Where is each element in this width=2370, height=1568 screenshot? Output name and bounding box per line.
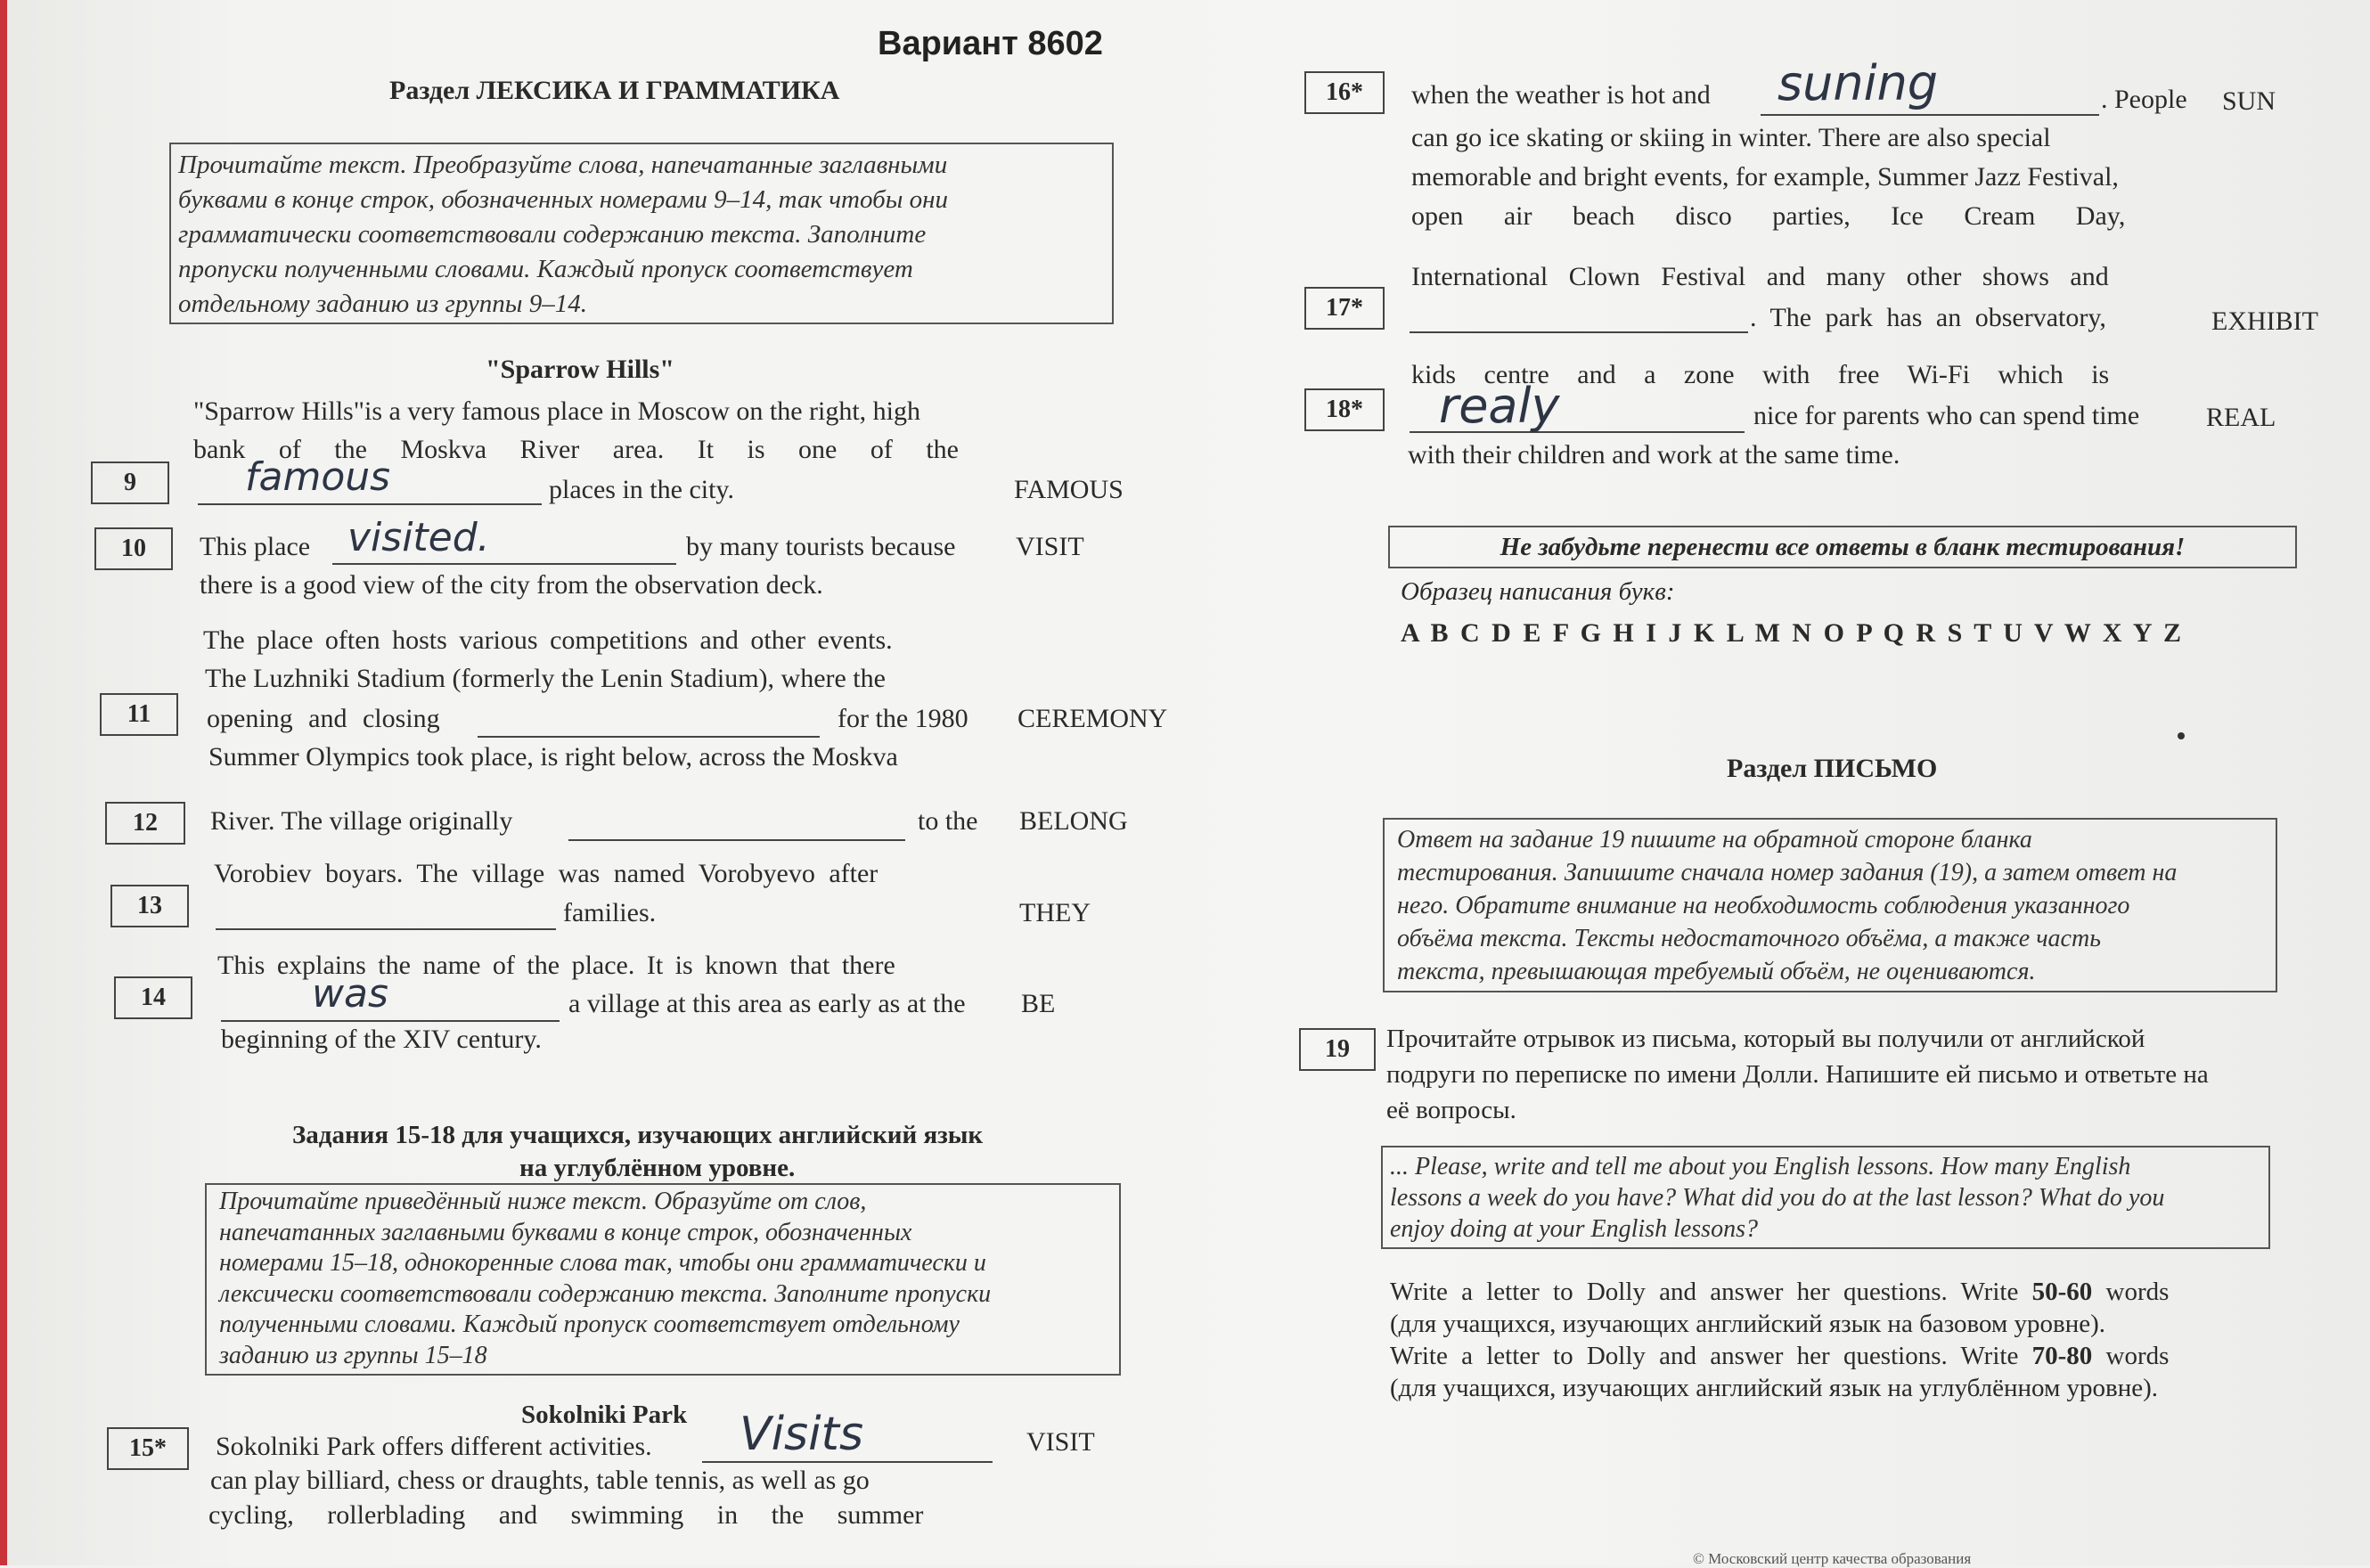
instruction-line: объёма текста. Тексты недостаточного объёма, а также часть: [1397, 925, 2101, 952]
text-line: bank of the Moskva River area. It is one of the: [193, 435, 959, 464]
instruction-line: отдельному заданию из группы 9–14.: [178, 290, 587, 318]
text-title-sparrow-hills: "Sparrow Hills": [486, 355, 674, 384]
answer-blank-12[interactable]: [568, 837, 905, 841]
reminder-text: Не забудьте перенести все ответы в бланк тестирования!: [1500, 532, 2186, 561]
keyword-16: SUN: [2222, 86, 2276, 116]
handwritten-answer-18: realy: [1439, 378, 1560, 434]
text-line: can go ice skating or skiing in winter. There are also special: [1411, 123, 2051, 152]
text-line: opening and closing: [207, 704, 440, 733]
variant-title: Вариант 8602: [878, 25, 1103, 62]
text-line: nice for parents who can spend time: [1753, 401, 2140, 430]
task-number-9: 9: [91, 461, 169, 504]
word-count-advanced: 70-80: [2031, 1342, 2093, 1370]
task-19-line: подруги по переписке по имени Долли. Напишите ей письмо и ответьте на: [1386, 1060, 2209, 1089]
section-lexis-heading: Раздел ЛЕКСИКА И ГРАММАТИКА: [389, 76, 840, 105]
text-line: places in the city.: [549, 475, 734, 504]
text-line: by many tourists because: [686, 532, 956, 561]
advanced-tasks-heading: на углублённом уровне.: [519, 1154, 796, 1182]
ink-dot: [2178, 732, 2185, 739]
task-number-16: 16*: [1304, 71, 1385, 114]
write-instruction-advanced: Write a letter to Dolly and answer her questions. Write: [1390, 1342, 2019, 1370]
letter-line: lessons a week do you have? What did you do at the last lesson? What do you: [1390, 1184, 2165, 1212]
task-19-text: [1386, 1021, 2209, 1128]
write-words-label: words: [2105, 1342, 2170, 1370]
task-number-10: 10: [94, 527, 173, 570]
text-line: Vorobiev boyars. The village was named Vorobyevo after: [214, 859, 879, 888]
keyword-14: BE: [1021, 989, 1056, 1018]
instruction-line: лексически соответствовали содержанию текста. Заполните пропуски: [219, 1279, 992, 1308]
letter-sample-label: Образец написания букв:: [1401, 577, 1675, 606]
text-line: for the 1980: [838, 704, 968, 733]
background-edge: [0, 0, 7, 1565]
instruction-box-15-18: [205, 1183, 1121, 1376]
keyword-15: VISIT: [1026, 1427, 1095, 1457]
instruction-line: номерами 15–18, однокоренные слова так, чтобы они грамматически и: [219, 1249, 986, 1277]
task-number-14: 14: [114, 976, 192, 1019]
answer-blank-9[interactable]: [198, 502, 542, 505]
text-title-sokolniki-park: Sokolniki Park: [521, 1401, 688, 1429]
text-line: This place: [200, 532, 311, 561]
answer-blank-14[interactable]: [221, 1018, 560, 1022]
write-instruction-base: Write a letter to Dolly and answer her questions. Write: [1390, 1278, 2019, 1306]
keyword-12: BELONG: [1019, 806, 1128, 836]
text-line: The place often hosts various competitions and other events.: [203, 625, 893, 655]
writing-task-requirements: [1390, 1276, 2169, 1404]
handwritten-answer-14: was: [312, 971, 388, 1017]
text-line: cycling, rollerblading and swimming in the summer: [208, 1500, 924, 1530]
instruction-line: грамматически соответствовали содержанию текста. Заполните: [178, 220, 927, 249]
text-line: beginning of the XIV century.: [221, 1025, 542, 1054]
write-level-base: (для учащихся, изучающих английский язык на базовом уровне).: [1390, 1310, 2106, 1338]
keyword-13: THEY: [1019, 898, 1091, 927]
answer-blank-16[interactable]: [1761, 112, 2099, 116]
reminder-box: [1388, 526, 2297, 568]
task-number-19: 19: [1299, 1028, 1376, 1071]
keyword-10: VISIT: [1016, 532, 1084, 561]
handwritten-answer-9: famous: [245, 454, 391, 500]
task-19-line: её вопросы.: [1386, 1096, 1516, 1124]
handwritten-answer-10: visited.: [347, 515, 490, 560]
instruction-line: Прочитайте текст. Преобразуйте слова, напечатанные заглавными: [178, 151, 948, 179]
text-line: with their children and work at the same time.: [1408, 440, 1900, 470]
text-line: . People: [2101, 85, 2187, 114]
instruction-line: него. Обратите внимание на необходимость соблюдения указанного: [1397, 892, 2130, 919]
instruction-line: пропуски полученными словами. Каждый пропуск соответствует: [178, 255, 913, 283]
text-line: "Sparrow Hills"is a very famous place in Moscow on the right, high: [193, 396, 921, 426]
text-line: . The park has an observatory,: [1750, 303, 2106, 332]
text-line: This explains the name of the place. It is known that there: [217, 951, 895, 980]
text-line: memorable and bright events, for example, Summer Jazz Festival,: [1411, 162, 2119, 192]
text-line: Sokolniki Park offers different activities.: [216, 1432, 652, 1461]
text-line: when the weather is hot and: [1411, 80, 1711, 110]
text-line: open air beach disco parties, Ice Cream Day,: [1411, 201, 2126, 231]
instruction-line: заданию из группы 15–18: [219, 1341, 487, 1369]
text-line: The Luzhniki Stadium (formerly the Lenin Stadium), where the: [205, 664, 886, 693]
task-19-line: Прочитайте отрывок из письма, который вы получили от английской: [1386, 1025, 2145, 1053]
handwritten-answer-16: suning: [1778, 55, 1939, 111]
text-line: to the: [918, 806, 978, 836]
letter-excerpt-box: [1381, 1146, 2270, 1249]
task-number-13: 13: [110, 885, 189, 927]
footer-copyright: © Московский центр качества образования: [1693, 1550, 1972, 1567]
alphabet-sample: A B C D E F G H I J K L M N O P Q R S T U V W X Y Z: [1401, 618, 2182, 648]
instruction-line: Ответ на задание 19 пишите на обратной стороне бланка: [1397, 826, 2032, 853]
section-writing-heading: Раздел ПИСЬМО: [1727, 754, 1938, 783]
instruction-line: Прочитайте приведённый ниже текст. Образуйте от слов,: [219, 1188, 867, 1215]
text-line: River. The village originally: [210, 806, 513, 836]
instruction-line: тестирования. Запишите сначала номер задания (19), а затем ответ на: [1397, 859, 2178, 886]
text-line: a village at this area as early as at the: [568, 989, 966, 1018]
task-number-18: 18*: [1304, 388, 1385, 431]
letter-line: enjoy doing at your English lessons?: [1390, 1215, 1758, 1243]
task-number-12: 12: [105, 802, 185, 845]
instruction-line: напечатанных заглавными буквами в конце строк, обозначенных: [219, 1218, 912, 1246]
text-line: families.: [563, 898, 657, 927]
keyword-9: FAMOUS: [1014, 475, 1124, 504]
instruction-box-19: [1383, 818, 2277, 992]
write-level-advanced: (для учащихся, изучающих английский язык на углублённом уровне).: [1390, 1374, 2159, 1402]
answer-blank-10[interactable]: [332, 561, 676, 565]
answer-blank-17[interactable]: [1410, 330, 1748, 333]
text-line: International Clown Festival and many other shows and: [1411, 262, 2109, 291]
answer-blank-11[interactable]: [478, 734, 820, 738]
instruction-line: полученными словами. Каждый пропуск соответствует отдельному: [219, 1311, 960, 1338]
word-count-base: 50-60: [2031, 1278, 2093, 1306]
task-number-15: 15*: [107, 1427, 189, 1470]
text-line: there is a good view of the city from the observation deck.: [200, 570, 823, 600]
handwritten-answer-15: Visits: [740, 1408, 864, 1461]
text-line: kids centre and a zone with free Wi-Fi which is: [1411, 360, 2110, 389]
write-words-label: words: [2105, 1278, 2170, 1306]
instruction-line: текста, превышающая требуемый объём, не оцениваются.: [1397, 958, 2036, 985]
keyword-11: CEREMONY: [1017, 704, 1168, 733]
answer-blank-13[interactable]: [216, 927, 556, 930]
instruction-box-9-14: [169, 143, 1114, 324]
letter-line: ... Please, write and tell me about you English lessons. How many English: [1390, 1153, 2131, 1180]
task-number-17: 17*: [1304, 287, 1385, 330]
text-line: Summer Olympics took place, is right below, across the Moskva: [208, 742, 898, 772]
keyword-17: EXHIBIT: [2211, 306, 2318, 336]
text-line: can play billiard, chess or draughts, table tennis, as well as go: [210, 1466, 870, 1495]
task-number-11: 11: [100, 693, 178, 736]
keyword-18: REAL: [2206, 403, 2276, 432]
advanced-tasks-heading: Задания 15-18 для учащихся, изучающих английский язык: [292, 1121, 984, 1149]
instruction-line: буквами в конце строк, обозначенных номерами 9–14, так чтобы они: [178, 185, 948, 214]
